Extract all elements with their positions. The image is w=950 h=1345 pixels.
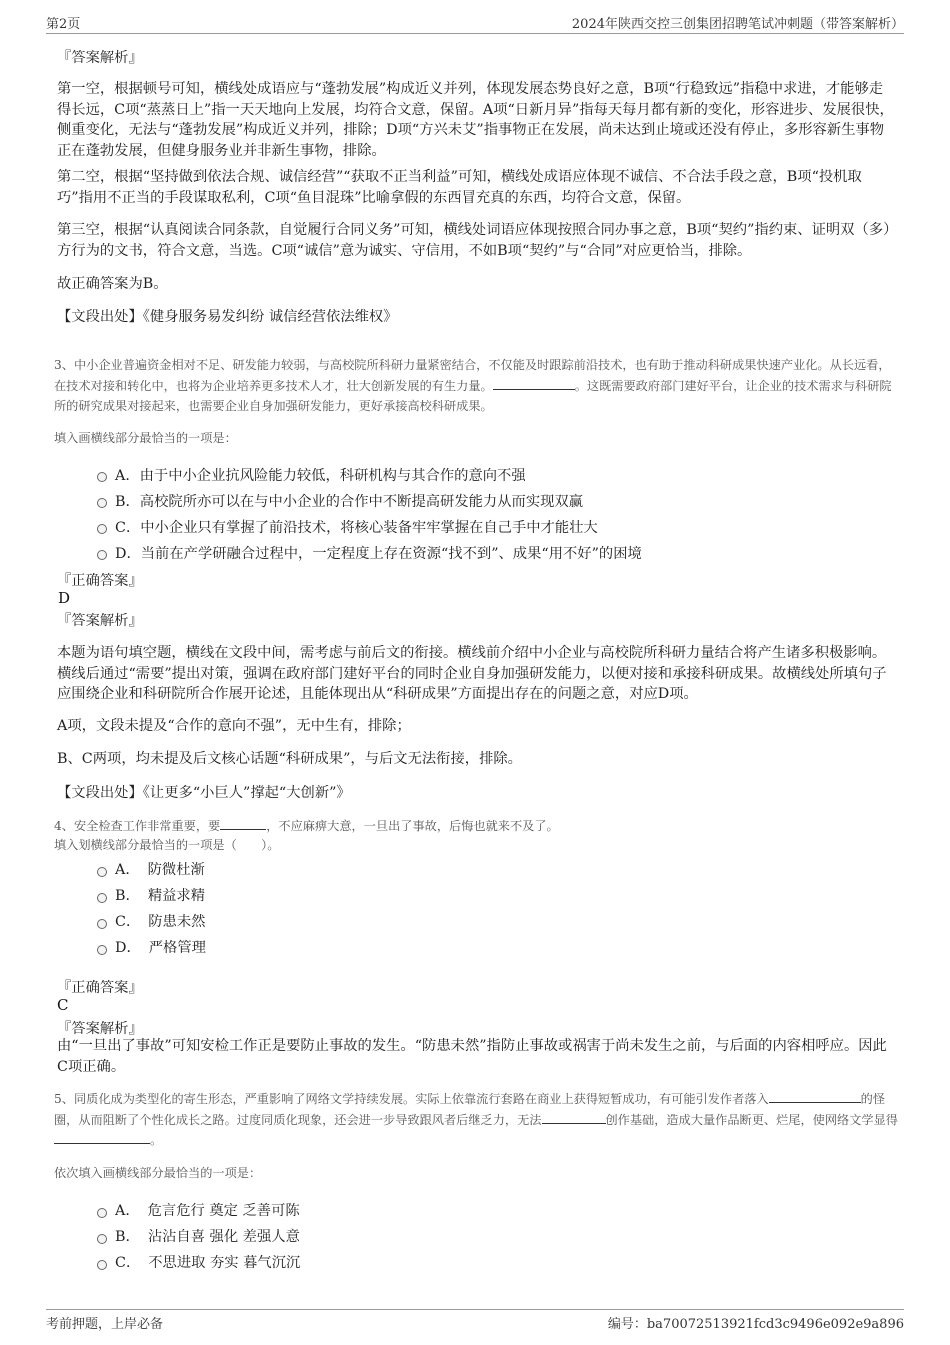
q3-option-c-radio[interactable] xyxy=(97,524,107,534)
q3-blank xyxy=(493,377,575,390)
q3-option-d-radio[interactable] xyxy=(97,550,107,560)
q4-blank xyxy=(220,817,266,830)
footer-divider xyxy=(46,1309,904,1310)
q3-option-b-radio[interactable] xyxy=(97,498,107,508)
q2-analysis-para1: 第一空，根据顿号可知，横线处成语应与“蓬勃发展”构成近义并列，体现发展态势良好之意，B项“行稳致远”指稳中求进，才能够走得长远，C项“蒸蒸日上”指一天天地向上发展，均符合文意，保留。A项“日新月异”指每天每月都有新的变化，形容进步、发展很快，侧重变化，无法与“蓬勃发展”构成近义并列，排除；D项“方兴未艾”指事物正在发展，尚未达到止境或还没有停止，多形容新生事物正在蓬勃发展，但健身服务业并非新生事物，排除。 xyxy=(57,81,894,159)
q3-analysis-para1: 本题为语句填空题，横线在文段中间，需考虑与前后文的衔接。横线前介绍中小企业与高校院所科研力量结合将产生诸多积极影响。横线后通过“需要”提出对策，强调在政府部门建好平台的同时企业自身加强研发能力，以便对接和承接科研成果。故横线处所填句子应围绕企业和科研院所合作展开论述，且能体现出从“科研成果”方面提出存在的问题之意，对应D项。 xyxy=(57,645,887,702)
q3-correct-label: 『正确答案』 xyxy=(57,573,143,589)
q2-analysis-label: 『答案解析』 xyxy=(57,50,143,66)
q5-option-c[interactable]: C． 不思进取 夯实 暮气沉沉 xyxy=(115,1255,301,1271)
q4-stem: 4、安全检查工作非常重要，要 ，不应麻痹大意，一旦出了事故，后悔也就来不及了。 xyxy=(54,819,559,833)
q3-prompt: 填入画横线部分最恰当的一项是： xyxy=(54,431,237,445)
q5-option-b[interactable]: B． 沾沾自喜 强化 差强人意 xyxy=(115,1229,300,1245)
q4-option-b[interactable]: B． 精益求精 xyxy=(115,888,205,904)
q4-option-d[interactable]: D． 严格管理 xyxy=(115,940,206,956)
q3-correct-answer: D xyxy=(58,589,71,607)
footer-slogan: 考前押题，上岸必备 xyxy=(46,1317,164,1332)
q5-option-a[interactable]: A． 危言危行 奠定 乏善可陈 xyxy=(115,1203,300,1219)
q2-analysis-para2: 第二空，根据“坚持做到依法合规、诚信经营”“获取不正当利益”可知，横线处成语应体现不诚信、不合法手段之意，B项“投机取巧”指用不正当的手段谋取私利，C项“鱼目混珠”比喻拿假的东西冒充真的东西，均符合文意，保留。 xyxy=(57,169,862,206)
q4-option-a-radio[interactable] xyxy=(97,867,107,877)
q3-analysis-para3: B、C两项，均未提及后文核心话题“科研成果”，与后文无法衔接，排除。 xyxy=(57,751,522,767)
q4-option-c-radio[interactable] xyxy=(97,919,107,929)
document-id: 编号：ba70072513921fcd3c9496e092e9a896 xyxy=(607,1317,904,1332)
q2-conclusion: 故正确答案为B。 xyxy=(57,276,168,292)
q3-source: 【文段出处】《让更多“小巨人”撑起“大创新”》 xyxy=(57,785,351,801)
q4-option-a[interactable]: A． 防微杜渐 xyxy=(115,862,205,878)
q2-analysis-para3: 第三空，根据“认真阅读合同条款，自觉履行合同义务”可知，横线处词语应体现按照合同办事之意，B项“契约”指约束、证明双（多）方行为的文书，符合文意，当选。C项“诚信”意为诚实、守信用，不如B项“契约”与“合同”对应更恰当，排除。 xyxy=(57,222,891,259)
q5-option-a-radio[interactable] xyxy=(97,1208,107,1218)
document-title: 2024年陕西交控三创集团招聘笔试冲刺题（带答案解析） xyxy=(571,17,904,32)
q3-option-a-radio[interactable] xyxy=(97,472,107,482)
q3-stem: 3、中小企业普遍资金相对不足、研发能力较弱，与高校院所科研力量紧密结合，不仅能及时跟踪前沿技术，也有助于推动科研成果快速产业化。从长远看，在技术对接和转化中，也将为企业培养更多技术人才，壮大创新发展的有生力量。 。这既需要政府部门建好平台，让企业的技术需求与科研院所的研究成果对接起来，也需要企业自身加强研发能力，更好承接高校科研成果。 xyxy=(54,358,892,413)
q5-blank-3 xyxy=(54,1131,150,1144)
q4-correct-answer: C xyxy=(57,996,69,1014)
q4-analysis: 由“一旦出了事故”可知安检工作正是要防止事故的发生。“防患未然”指防止事故或祸害于尚未发生之前，与后面的内容相呼应。因此C项正确。 xyxy=(57,1038,887,1075)
q3-option-a[interactable]: A．由于中小企业抗风险能力较低，科研机构与其合作的意向不强 xyxy=(115,468,526,484)
q5-stem: 5、同质化成为类型化的寄生形态，严重影响了网络文学持续发展。实际上依靠流行套路在商业上获得短暂成功，有可能引发作者落入 的怪圈，从而阻断了个性化成长之路。过度同质化现象，还会进一步导致跟风者后继乏力，无法 创作基础，造成大量作品断更、烂尾，使网络文学显得。 xyxy=(54,1092,898,1147)
q3-analysis-para2: A项，文段未提及“合作的意向不强”，无中生有，排除； xyxy=(57,718,411,734)
q4-analysis-label: 『答案解析』 xyxy=(57,1021,143,1037)
q3-option-b[interactable]: B．高校院所亦可以在与中小企业的合作中不断提高研发能力从而实现双赢 xyxy=(115,494,584,510)
q5-option-c-radio[interactable] xyxy=(97,1260,107,1270)
q5-prompt: 依次填入画横线部分最恰当的一项是： xyxy=(54,1166,262,1180)
q3-option-c[interactable]: C．中小企业只有掌握了前沿技术，将核心装备牢牢掌握在自己手中才能壮大 xyxy=(115,520,598,536)
q4-option-d-radio[interactable] xyxy=(97,945,107,955)
q4-option-b-radio[interactable] xyxy=(97,893,107,903)
q5-blank-1 xyxy=(769,1090,861,1103)
q5-blank-2 xyxy=(542,1111,606,1124)
q2-source: 【文段出处】《健身服务易发纠纷 诚信经营依法维权》 xyxy=(57,309,398,325)
header-divider xyxy=(46,33,904,34)
q5-option-b-radio[interactable] xyxy=(97,1234,107,1244)
q3-option-d[interactable]: D．当前在产学研融合过程中，一定程度上存在资源“找不到”、成果“用不好”的困境 xyxy=(115,546,642,562)
q4-option-c[interactable]: C． 防患未然 xyxy=(115,914,206,930)
page-number: 第2页 xyxy=(46,17,81,32)
q4-prompt: 填入划横线部分最恰当的一项是（ ）。 xyxy=(54,838,280,852)
q3-analysis-label: 『答案解析』 xyxy=(57,613,143,629)
q4-correct-label: 『正确答案』 xyxy=(57,980,143,996)
